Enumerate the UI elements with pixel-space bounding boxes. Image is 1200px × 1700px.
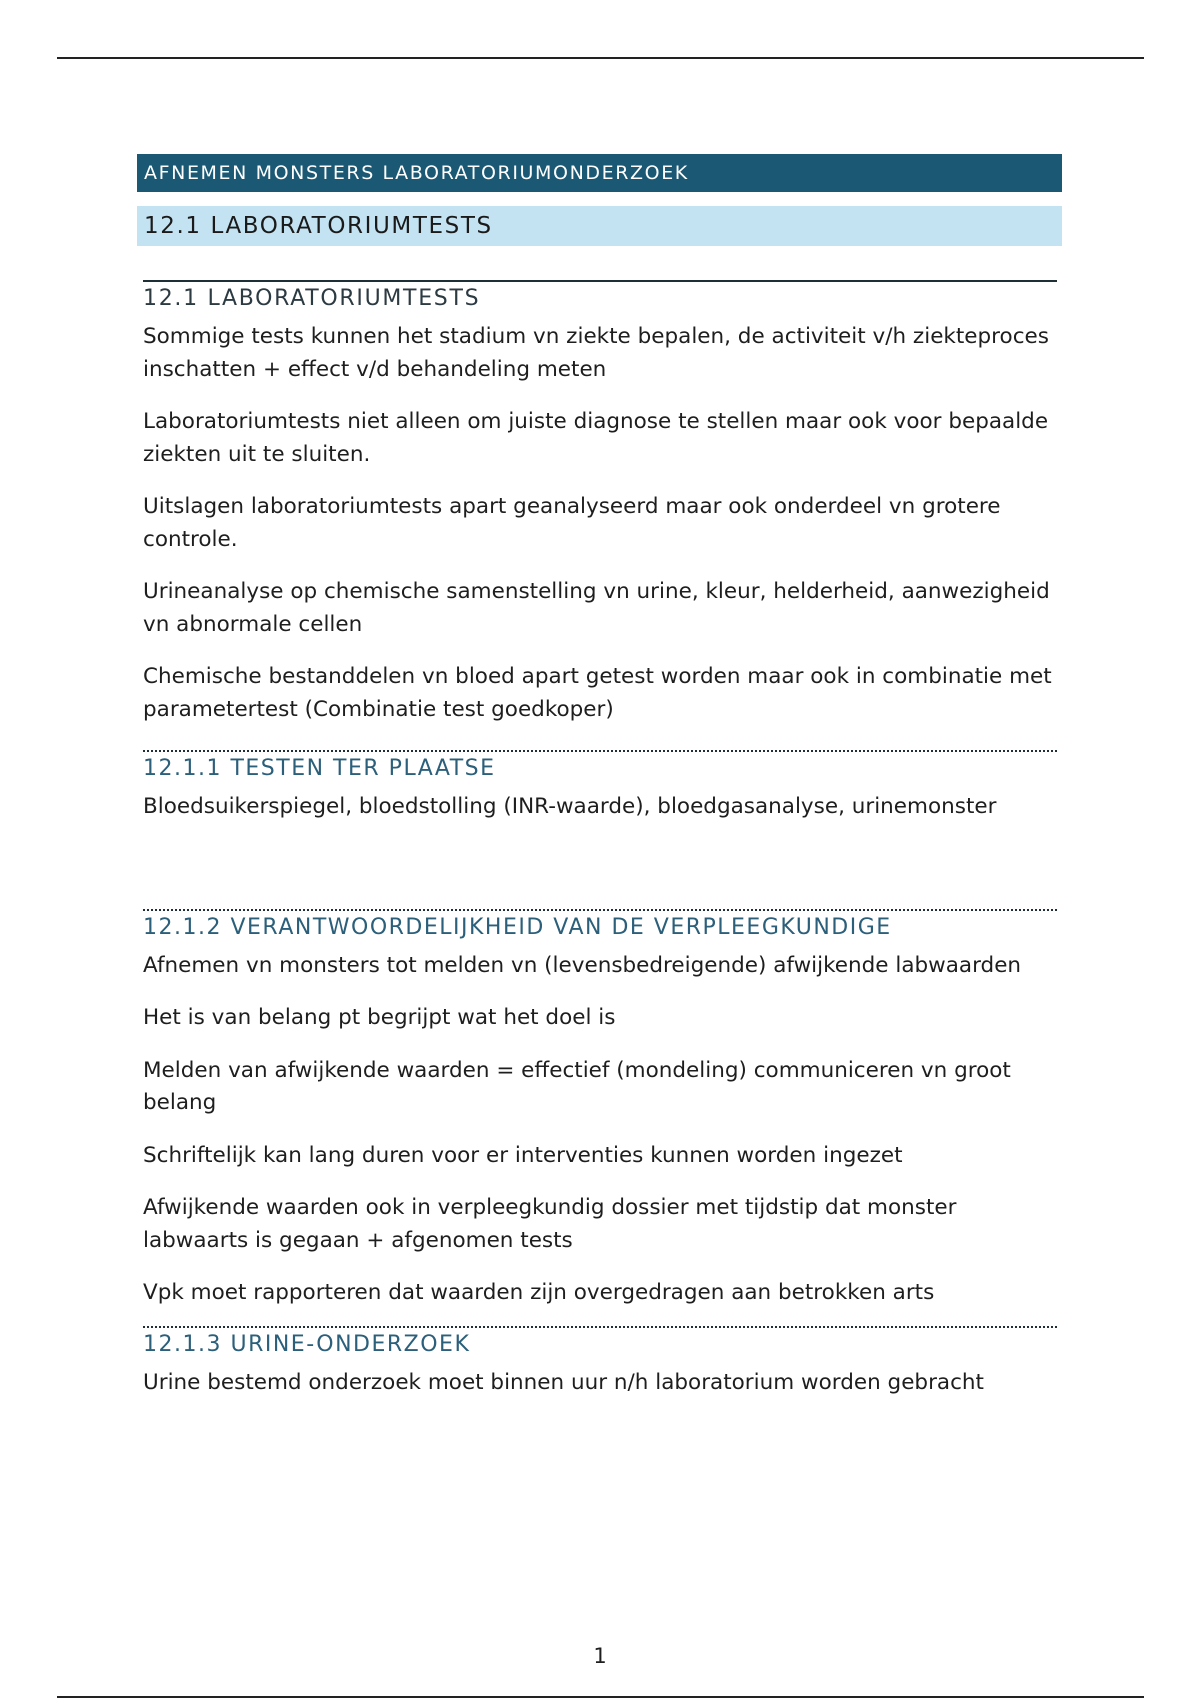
paragraph: Uitslagen laboratoriumtests apart geanalyseerd maar ook onderdeel vn grotere controle.	[143, 494, 1001, 552]
subsection-heading-urine-onderzoek: 12.1.3 URINE-ONDERZOEK	[143, 1326, 1057, 1361]
paragraph: Melden van afwijkende waarden = effectief (mondeling) communiceren vn groot belang	[143, 1057, 1011, 1115]
paragraph: Afnemen vn monsters tot melden vn (levensbedreigende) afwijkende labwaarden	[143, 952, 1022, 978]
paragraph: Bloedsuikerspiegel, bloedstolling (INR-waarde), bloedgasanalyse, urinemonster	[143, 794, 997, 819]
section-banner: 12.1 LABORATORIUMTESTS	[137, 206, 1062, 246]
paragraph: Vpk moet rapporteren dat waarden zijn overgedragen aan betrokken arts	[143, 1280, 935, 1305]
paragraph: Urine bestemd onderzoek moet binnen uur n/h laboratorium worden gebracht	[143, 1369, 984, 1395]
document-body	[137, 154, 1062, 1399]
paragraph: Urineanalyse op chemische samenstelling vn urine, kleur, helderheid, aanwezigheid vn abnormale cellen	[143, 579, 1050, 637]
section-heading-laboratoriumtests: 12.1 LABORATORIUMTESTS	[143, 280, 1057, 315]
paragraph: Schriftelijk kan lang duren voor er interventies kunnen worden ingezet	[143, 1142, 903, 1168]
subsection-heading-verantwoordelijkheid: 12.1.2 VERANTWOORDELIJKHEID VAN DE VERPLEEGKUNDIGE	[143, 909, 1057, 944]
page-bottom-rule	[57, 1696, 1144, 1698]
page-top-rule	[57, 57, 1144, 59]
paragraph: Laboratoriumtests niet alleen om juiste diagnose te stellen maar ook voor bepaalde ziekten uit te sluiten.	[143, 409, 1049, 467]
chapter-banner: AFNEMEN MONSTERS LABORATORIUMONDERZOEK	[137, 154, 1062, 192]
subsection-heading-testen-ter-plaatse: 12.1.1 TESTEN TER PLAATSE	[143, 750, 1057, 785]
paragraph: Afwijkende waarden ook in verpleegkundig dossier met tijdstip dat monster labwaarts is gegaan + afgenomen tests	[143, 1195, 957, 1253]
paragraph: Chemische bestanddelen vn bloed apart getest worden maar ook in combinatie met parametertest (Combinatie test goedkoper)	[143, 664, 1052, 722]
paragraph: Het is van belang pt begrijpt wat het doel is	[143, 1005, 616, 1030]
page-number: 1	[593, 1644, 607, 1668]
paragraph: Sommige tests kunnen het stadium vn ziekte bepalen, de activiteit v/h ziekteproces inschatten + effect v/d behandeling meten	[143, 324, 1049, 382]
